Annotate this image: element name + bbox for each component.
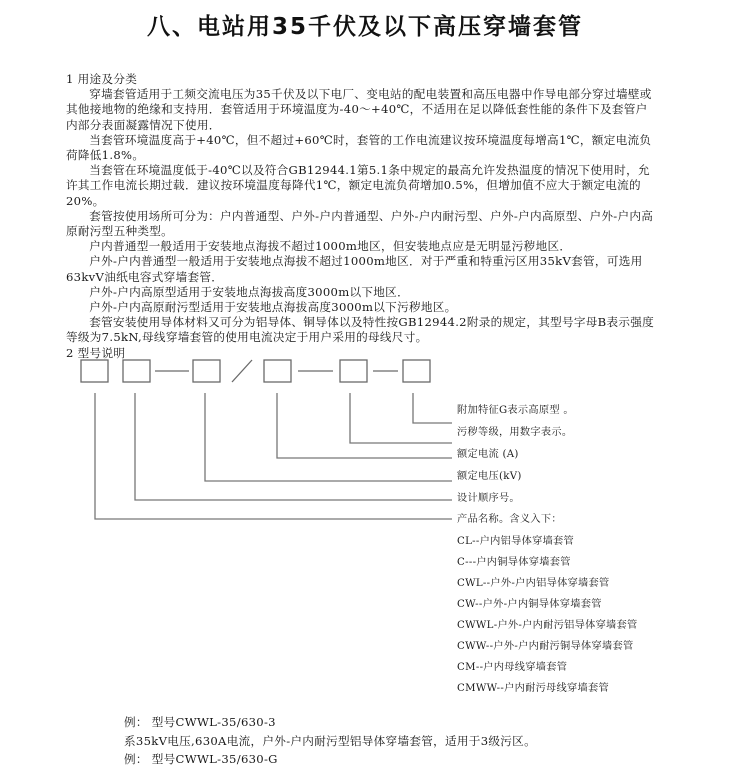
page-title: 八、电站用35千伏及以下高压穿墙套管: [146, 14, 583, 40]
code-box-pollution-level: [340, 360, 367, 382]
paragraph: 户外-户内高原型适用于安装地点海拔高度3000m以下地区．: [89, 284, 409, 299]
leader-additional-feature: [413, 393, 452, 423]
product-name-item: CWWL-户外-户内耐污铝导体穿墙套管: [457, 620, 638, 631]
label-design-serial: 设计顺序号。: [457, 493, 520, 504]
paragraph: 户外-户内高原耐污型适用于安装地点海拔高度3000m以下污秽地区。: [89, 300, 457, 315]
label-rated-current: 额定电流 (A): [457, 449, 519, 460]
code-box-design-serial: [123, 360, 150, 382]
product-name-item: CL--户内铝导体穿墙套管: [457, 536, 575, 547]
product-name-item: CW--户外-户内铜导体穿墙套管: [457, 599, 602, 610]
separator-slash: [232, 360, 252, 382]
label-additional-feature: 附加特征G表示高原型 。: [457, 405, 574, 416]
product-name-item: C---户内铜导体穿墙套管: [457, 557, 571, 568]
paragraph: 穿墙套管适用于工频交流电压为35千伏及以下电厂、变电站的配电装置和高压电器中作导电部分穿过墙壁或其他接地物的绝缘和支持用．套管适用于环境温度为-40～+40℃，不适用在足以降低套性能的条件下及套管户内部分表面凝露情况下使用．: [66, 87, 652, 132]
leader-rated-current: [277, 393, 452, 458]
label-rated-voltage: 额定电压(kV): [457, 471, 522, 482]
paragraph: 套管安装使用导体材料又可分为铝导体、铜导体以及特性按GB12944.2附录的规定，其型号字母B表示强度等级为7.5kN,母线穿墙套管的使用电流决定于用户采用的母线尺寸。: [66, 315, 655, 345]
section-heading-usage: 1 用途及分类: [66, 72, 138, 86]
paragraph: 户内普通型一般适用于安装地点海拔不超过1000m地区，但安装地点应是无明显污秽地区．: [89, 239, 572, 254]
example-line: 例： 型号CWWL-35/630-G: [124, 752, 278, 766]
code-box-product-name: [81, 360, 108, 382]
label-product-name: 产品名称。含义入下：: [457, 514, 562, 525]
code-box-rated-current: [264, 360, 291, 382]
product-name-item: CMWW--户内耐污母线穿墙套管: [457, 683, 609, 694]
section-heading-model: 2 型号说明: [66, 345, 126, 360]
product-name-item: CM--户内母线穿墙套管: [457, 662, 568, 673]
paragraph: 当套管在环境温度低于-40℃以及符合GB12944.1第5.1条中规定的最高允许发热温度的情况下使用时，允许其工作电流长期过载．建议按环境温度每降代1℃，额定电流负荷增加0.5%，但增加值不应大于额定电流的20%。: [66, 163, 650, 208]
paragraph: 套管按使用场所可分为：户内普通型、户外-户内普通型、户外-户内耐污型、户外-户内高原型、户外-户内高原耐污型五种类型。: [66, 208, 654, 239]
label-pollution-level: 污秽等级，用数字表示。: [457, 427, 573, 438]
leader-design-serial: [135, 393, 452, 500]
code-box-rated-voltage: [193, 360, 220, 382]
examples: [124, 713, 536, 769]
product-name-item: CWL--户外-户内铝导体穿墙套管: [457, 578, 610, 589]
example-line: 系35kV电压,630A电流，户外-户内耐污型铝导体穿墙套管，适用于3级污区。: [124, 733, 536, 748]
paragraph: 户外-户内普通型一般适用于安装地点海拔不超过1000m地区．对于严重和特重污区用35kV套管，可选用63kvV油纸电容式穿墙套管．: [66, 254, 643, 284]
example-line: 例： 型号CWWL-35/630-3: [124, 715, 276, 729]
code-box-additional-feature: [403, 360, 430, 382]
product-name-item: CWW--户外-户内耐污铜导体穿墙套管: [457, 641, 634, 652]
leader-pollution-level: [350, 393, 452, 443]
leader-rated-voltage: [205, 393, 452, 481]
paragraph: 当套管环境温度高于+40℃，但不超过+60℃时，套管的工作电流建议按环境温度每增高1℃，额定电流负荷降低1.8%。: [66, 132, 652, 163]
